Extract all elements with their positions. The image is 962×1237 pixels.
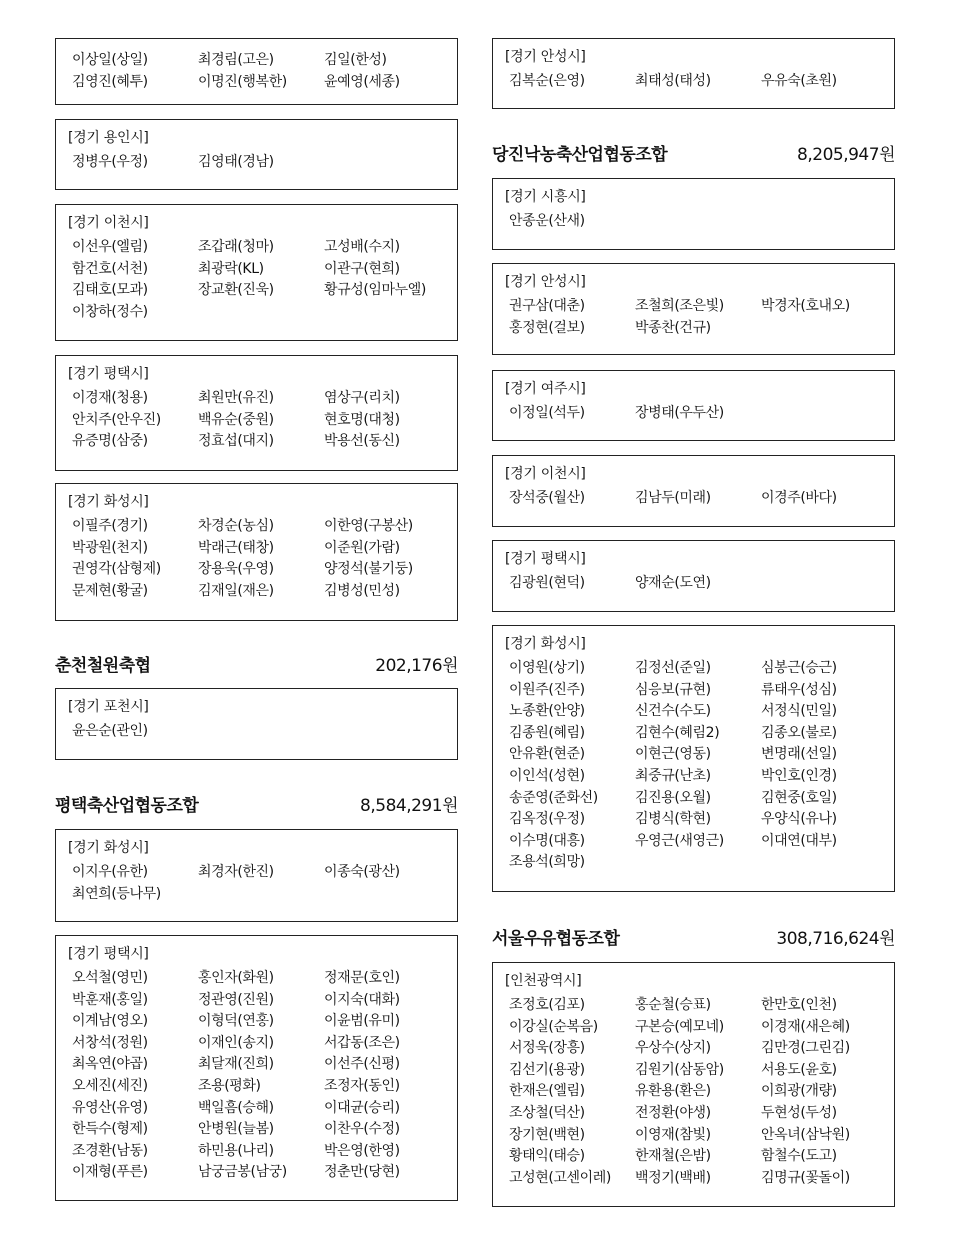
member-name: 김일(한성) [324,52,387,68]
member-list [505,658,894,874]
member-name: 최광락(KL) [198,260,264,277]
member-name: 윤예영(세종) [324,73,400,90]
member-name: 신건수(수도) [635,703,711,720]
member-name: 백일흠(승해) [198,1099,274,1116]
region-label: [경기 평택시] [68,946,149,962]
region-label: [경기 안성시] [505,49,586,65]
union-heading [55,651,458,676]
member-name: 심응보(규현) [635,681,711,698]
member-name: 이정일(석두) [509,405,585,421]
member-name: 이영재(참빛) [635,1126,711,1143]
member-name: 우양식(유나) [761,811,837,828]
member-name: 박은영(한영) [324,1142,400,1159]
member-list [68,237,457,323]
region-label: [인천광역시] [505,973,582,989]
member-name: 김종원(혜림) [509,724,585,741]
member-list [505,403,894,425]
member-name: 김정선(준일) [635,660,711,676]
member-name: 이재형(푸른) [72,1164,148,1181]
member-name: 최옥연(야곱) [72,1056,148,1073]
member-name: 김복순(은영) [509,73,585,89]
member-list [505,488,894,510]
member-name: 오석철(영민) [72,970,148,986]
member-name: 최연희(등나무) [72,885,161,902]
member-name: 변명래(선일) [761,746,837,763]
member-name: 정춘만(당현) [324,1164,400,1181]
member-name: 윤은순(관인) [72,723,148,739]
member-name: 장병태(우두산) [635,405,724,421]
member-name: 이재인(송지) [198,1034,274,1051]
member-name: 백유순(중원) [198,411,274,428]
member-name: 안병원(늘봄) [198,1121,274,1138]
member-name: 이선우(엘림) [72,239,148,255]
region-label: [경기 안성시] [505,274,586,290]
region-label: [경기 평택시] [68,366,149,382]
member-name: 홍인자(화원) [198,970,274,986]
member-name: 장기현(백현) [509,1126,585,1143]
member-name: 최경자(한진) [198,864,274,880]
member-box-incheon [492,962,895,1207]
member-name: 유영산(유영) [72,1099,148,1116]
member-name: 김원기(삼동암) [635,1061,724,1078]
member-name: 이강실(순복음) [509,1018,598,1035]
member-name: 이대연(대부) [761,832,837,849]
member-name: 이종숙(광산) [324,864,400,880]
region-label: [경기 용인시] [68,130,149,146]
member-name: 이관구(현희) [324,260,400,277]
member-name: 이수명(대흥) [509,832,585,849]
member-name: 김광원(현덕) [509,575,585,591]
member-name: 서정욱(장흥) [509,1040,585,1057]
member-name: 우영근(새영근) [635,832,724,849]
member-box-icheon [55,204,458,341]
member-name: 조갑래(청마) [198,239,274,255]
member-name: 고성배(수지) [324,239,400,255]
member-name: 김명규(꽃돌이) [761,1169,850,1186]
member-name: 안유환(현준) [509,746,585,763]
member-list [505,995,894,1189]
member-box-yongin [55,119,458,190]
member-name: 김선기(용광) [509,1061,585,1078]
region-label: [경기 평택시] [505,551,586,567]
region-label: [경기 이천시] [505,466,586,482]
region-label: [경기 시흥시] [505,189,586,205]
member-name: 홍순철(승표) [635,997,711,1013]
member-name: 이창하(정수) [72,303,148,320]
union-title: 춘천철원축협 [55,656,151,676]
member-name: 이선주(신평) [324,1056,400,1073]
member-list [505,71,894,93]
member-name: 최달재(진희) [198,1056,274,1073]
member-name: 박광원(천지) [72,539,148,556]
member-name: 노종환(안양) [509,703,585,720]
member-name: 양재순(도연) [635,575,711,591]
member-name: 황규성(임마누엘) [324,282,426,299]
member-name: 안종운(산새) [509,213,585,229]
member-box-pocheon [55,688,458,760]
member-list [68,516,457,602]
member-name: 조정자(동인) [324,1077,400,1094]
member-box-anseong [492,38,895,109]
member-name: 장용욱(우영) [198,561,274,578]
member-name: 이준원(가람) [324,539,400,556]
member-name: 함철수(도고) [761,1148,837,1165]
region-label: [경기 포천시] [68,699,149,715]
member-name: 조철희(조은빛) [635,298,724,314]
member-name: 차경순(농심) [198,518,274,534]
member-name: 우유숙(초원) [761,73,837,89]
member-name: 이대균(승리) [324,1099,400,1116]
member-box-anseong [492,263,895,355]
member-name: 현호명(대청) [324,411,400,428]
member-name: 심봉근(승근) [761,660,837,676]
member-name: 염상구(리치) [324,390,400,406]
member-name: 이희광(개량) [761,1083,837,1100]
member-box-yeoju [492,370,895,441]
member-name: 김영진(혜투) [72,73,148,90]
member-name: 최태성(태성) [635,73,711,89]
member-name: 이필주(경기) [72,518,148,534]
union-amount: 8,584,291원 [360,796,458,816]
member-name: 조용(평화) [198,1077,261,1094]
member-name: 김진용(오월) [635,789,711,806]
member-list [68,968,457,1184]
member-name: 이윤범(유미) [324,1013,400,1030]
member-name: 정병우(우정) [72,154,148,170]
member-name: 박종찬(건규) [635,319,711,336]
union-heading [55,791,458,816]
member-name: 이명진(행복한) [198,73,287,90]
member-name: 이경재(새은혜) [761,1018,850,1035]
member-name: 황태익(태승) [509,1148,585,1165]
member-box-hwaseong [55,483,458,621]
member-name: 남궁금봉(남궁) [198,1164,287,1181]
member-name: 김영태(경남) [198,154,274,170]
member-box-siheung [492,178,895,250]
member-name: 두현성(두성) [761,1104,837,1121]
member-name: 최중규(난초) [635,767,711,784]
member-name: 이현근(영동) [635,746,711,763]
member-name: 한만호(인천) [761,997,837,1013]
union-title: 서울우유협동조합 [492,929,620,949]
member-name: 최원만(유진) [198,390,274,406]
member-list [505,211,894,233]
member-list [68,50,457,93]
member-name: 서용도(윤호) [761,1061,837,1078]
member-name: 김병식(학현) [635,811,711,828]
member-name: 한득수(형제) [72,1121,148,1138]
member-name: 이인석(성현) [509,767,585,784]
member-name: 이경주(바다) [761,490,837,506]
member-name: 조상철(덕산) [509,1104,585,1121]
member-name: 김종오(불로) [761,724,837,741]
union-title: 당진낙농축산업협동조합 [492,145,668,165]
member-name: 김남두(미래) [635,490,711,506]
member-name: 김현중(호일) [761,789,837,806]
member-name: 홍정현(걸보) [509,319,585,336]
union-amount: 202,176원 [375,656,458,676]
member-list [68,388,457,453]
member-name: 김만경(그린김) [761,1040,850,1057]
member-name: 구본승(예모네) [635,1018,724,1035]
member-name: 박훈재(홍일) [72,991,148,1008]
member-name: 장석중(월산) [509,490,585,506]
member-name: 이지우(유한) [72,864,148,880]
member-name: 이영원(상기) [509,660,585,676]
member-name: 조경환(남동) [72,1142,148,1159]
member-box-pyeongtaek [55,935,458,1201]
member-name: 한재은(엘림) [509,1083,585,1100]
member-name: 백정기(백배) [635,1169,711,1186]
member-name: 함건호(서천) [72,260,148,277]
member-name: 박래근(태창) [198,539,274,556]
member-name: 고성현(고센이레) [509,1169,611,1186]
member-name: 조용석(희망) [509,854,585,871]
member-name: 정효섭(대지) [198,433,274,450]
member-name: 문제현(황굴) [72,582,148,599]
member-name: 권구삼(대춘) [509,298,585,314]
member-name: 이계남(영오) [72,1013,148,1030]
member-name: 양정석(불기둥) [324,561,413,578]
member-name: 유환용(환은) [635,1083,711,1100]
member-name: 안치주(안우진) [72,411,161,428]
member-name: 이원주(진주) [509,681,585,698]
member-name: 오세진(세진) [72,1077,148,1094]
member-box-pyeongtaek [55,355,458,471]
member-name: 서창석(정원) [72,1034,148,1051]
member-name: 안옥녀(삼낙원) [761,1126,850,1143]
region-label: [경기 이천시] [68,215,149,231]
union-amount: 8,205,947원 [797,145,895,165]
member-box-hwaseong [55,829,458,922]
union-title: 평택축산업협동조합 [55,796,199,816]
member-list [68,152,457,174]
region-label: [경기 화성시] [505,636,586,652]
member-name: 김현수(혜림2) [635,724,720,741]
member-list [68,721,457,743]
member-box [55,38,458,105]
member-name: 우상수(상지) [635,1040,711,1057]
union-heading [492,924,895,949]
member-name: 장교환(진욱) [198,282,274,299]
member-name: 류태우(성심) [761,681,837,698]
member-list [68,862,457,905]
member-list [505,573,894,595]
member-name: 유증명(삼중) [72,433,148,450]
region-label: [경기 여주시] [505,381,586,397]
member-box-pyeongtaek [492,540,895,612]
union-amount: 308,716,624원 [776,929,895,949]
member-name: 이찬우(수정) [324,1121,400,1138]
member-name: 서정식(민일) [761,703,837,720]
member-name: 송준영(준화선) [509,789,598,806]
member-name: 정재문(호인) [324,970,400,986]
member-name: 이형덕(연홍) [198,1013,274,1030]
member-name: 권영각(삼형제) [72,561,161,578]
member-name: 박인호(인경) [761,767,837,784]
member-name: 정관영(진원) [198,991,274,1008]
member-name: 김옥정(우정) [509,811,585,828]
member-box-hwaseong [492,625,895,892]
member-name: 이상일(상일) [72,52,148,68]
union-heading [492,140,895,165]
member-name: 한재철(은밤) [635,1148,711,1165]
region-label: [경기 화성시] [68,494,149,510]
member-name: 김태호(모과) [72,282,148,299]
member-name: 전정환(야생) [635,1104,711,1121]
member-box-icheon [492,455,895,527]
member-name: 서갑동(조은) [324,1034,400,1051]
member-name: 김재일(재은) [198,582,274,599]
member-name: 이경재(청용) [72,390,148,406]
member-name: 하민용(나리) [198,1142,274,1159]
member-name: 이지숙(대화) [324,991,400,1008]
member-name: 박경자(호내오) [761,298,850,314]
member-list [505,296,894,339]
member-name: 김병성(민성) [324,582,400,599]
member-name: 최경림(고은) [198,52,274,68]
member-name: 박용선(동신) [324,433,400,450]
member-name: 조정호(김포) [509,997,585,1013]
member-name: 이한영(구봉산) [324,518,413,534]
region-label: [경기 화성시] [68,840,149,856]
